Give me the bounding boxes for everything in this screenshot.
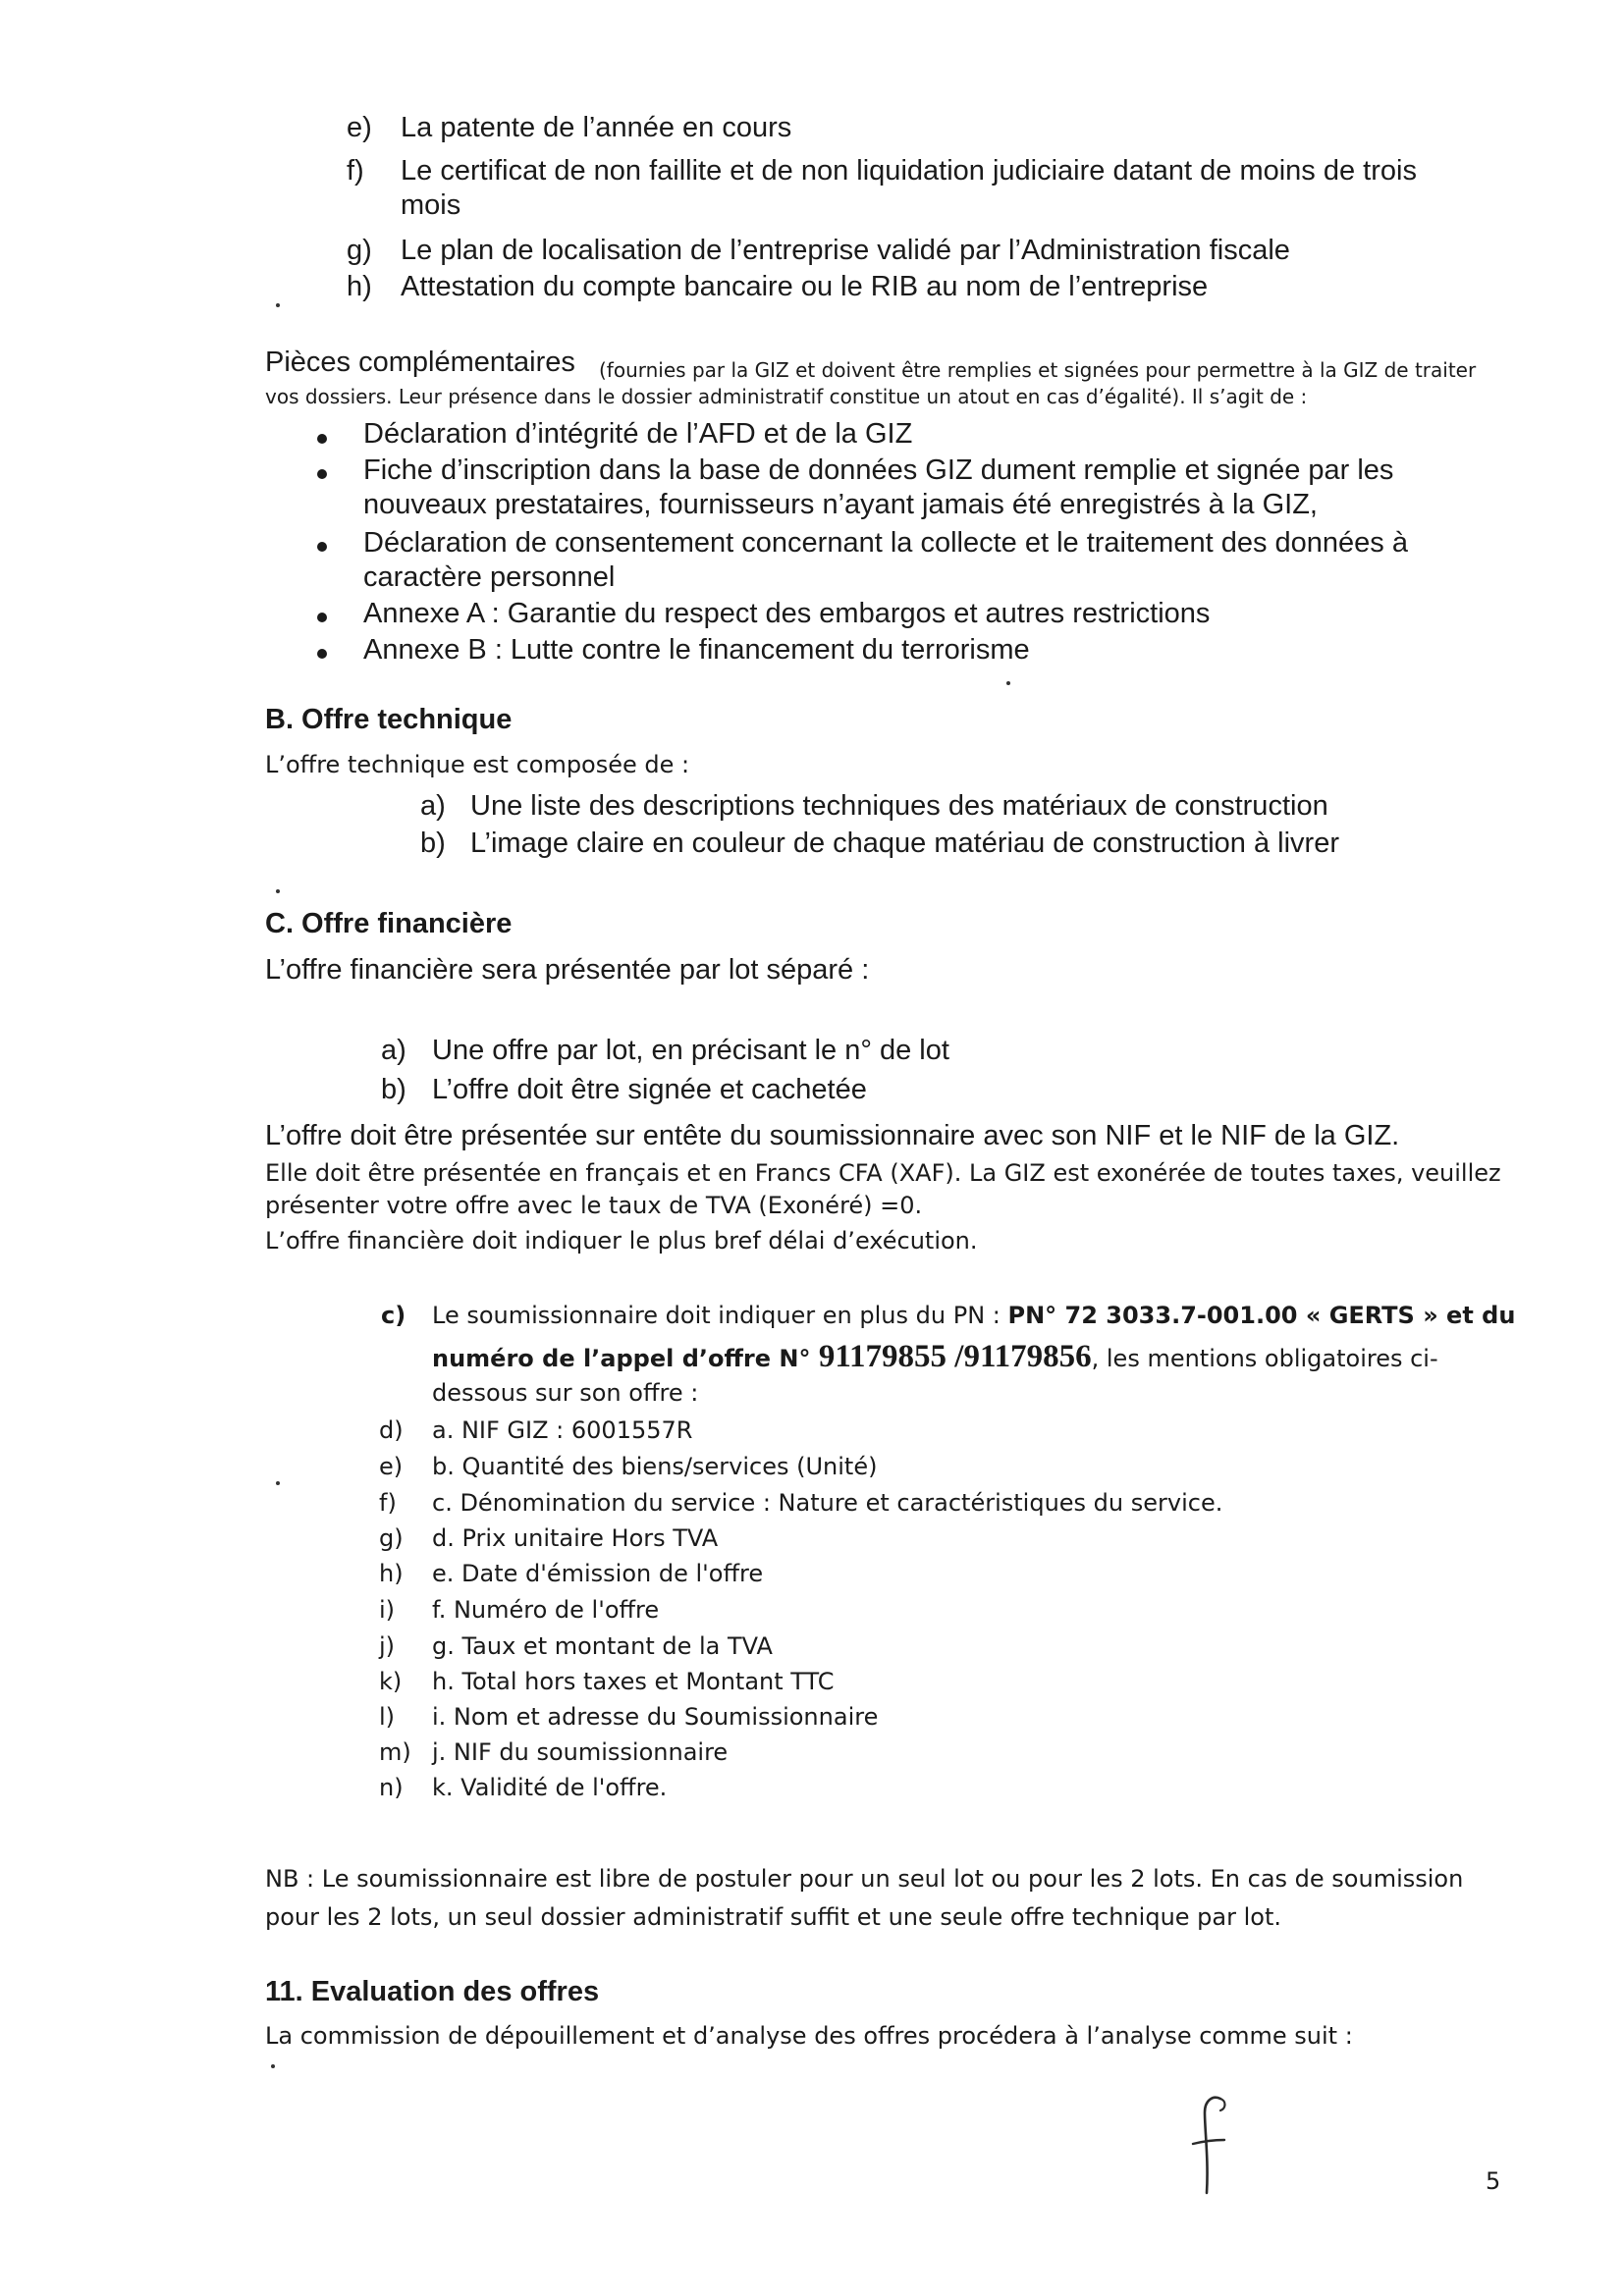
complementary-note: vos dossiers. Leur présence dans le dossier administratif constitue un atout en cas d’égalité). Il s’agit de : bbox=[265, 385, 1308, 408]
list-item: Annexe A : Garantie du respect des embargos et autres restrictions bbox=[363, 598, 1211, 629]
mandatory-mentions-intro: dessous sur son offre : bbox=[432, 1379, 699, 1407]
list-marker: a) bbox=[420, 790, 446, 822]
section-intro: La commission de dépouillement et d’analyse des offres procédera à l’analyse comme suit : bbox=[265, 2022, 1353, 2050]
list-marker: m) bbox=[379, 1738, 411, 1766]
nb-note: NB : Le soumissionnaire est libre de postuler pour un seul lot ou pour les 2 lots. En cas de soumission bbox=[265, 1865, 1464, 1893]
mandatory-mentions-intro: Le soumissionnaire doit indiquer en plus du PN : PN° 72 3033.7-001.00 « GERTS » et du bbox=[432, 1302, 1516, 1329]
list-item-continuation: mois bbox=[401, 189, 461, 221]
list-marker: c) bbox=[381, 1302, 406, 1329]
scan-speck bbox=[1006, 681, 1010, 685]
list-item: a. NIF GIZ : 6001557R bbox=[432, 1416, 693, 1444]
list-item: Attestation du compte bancaire ou le RIB au nom de l’entreprise bbox=[401, 271, 1209, 302]
list-item: h. Total hors taxes et Montant TTC bbox=[432, 1668, 835, 1695]
list-item: i. Nom et adresse du Soumissionnaire bbox=[432, 1703, 879, 1731]
bullet-icon bbox=[317, 649, 327, 659]
list-marker: n) bbox=[379, 1774, 404, 1801]
list-item: d. Prix unitaire Hors TVA bbox=[432, 1524, 719, 1552]
initials-icon bbox=[1183, 2091, 1242, 2199]
complementary-title: Pièces complémentaires bbox=[265, 347, 575, 378]
list-marker: f) bbox=[347, 155, 364, 187]
scan-speck bbox=[276, 303, 280, 307]
list-item: Le certificat de non faillite et de non liquidation judiciaire datant de moins de trois bbox=[401, 155, 1417, 187]
list-marker: e) bbox=[379, 1453, 404, 1480]
list-item: j. NIF du soumissionnaire bbox=[432, 1738, 729, 1766]
list-marker: l) bbox=[379, 1703, 396, 1731]
list-item-continuation: caractère personnel bbox=[363, 561, 616, 593]
list-item: Annexe B : Lutte contre le financement du terrorisme bbox=[363, 634, 1030, 666]
list-marker: f) bbox=[379, 1489, 397, 1517]
list-marker: j) bbox=[379, 1632, 396, 1660]
list-marker: b) bbox=[381, 1074, 406, 1105]
list-marker: a) bbox=[381, 1035, 406, 1066]
list-item: Une liste des descriptions techniques des matériaux de construction bbox=[470, 790, 1328, 822]
scan-speck bbox=[276, 1481, 280, 1485]
list-item: Déclaration d’intégrité de l’AFD et de la GIZ bbox=[363, 418, 913, 450]
nb-note: pour les 2 lots, un seul dossier administratif suffit et une seule offre technique par lot. bbox=[265, 1903, 1282, 1931]
list-item-continuation: nouveaux prestataires, fournisseurs n’ayant jamais été enregistrés à la GIZ, bbox=[363, 489, 1318, 520]
list-marker: g) bbox=[347, 235, 372, 266]
bullet-icon bbox=[317, 434, 327, 444]
list-item: L’offre doit être signée et cachetée bbox=[432, 1074, 867, 1105]
complementary-note: (fournies par la GIZ et doivent être remplies et signées pour permettre à la GIZ de traiter bbox=[599, 358, 1477, 382]
bullet-icon bbox=[317, 613, 327, 622]
mandatory-mentions-intro: numéro de l’appel d’offre N° 91179855 /91179856, les mentions obligatoires ci- bbox=[432, 1339, 1438, 1374]
list-item: Fiche d’inscription dans la base de données GIZ dument remplie et signée par les bbox=[363, 454, 1394, 486]
section-intro: L’offre financière sera présentée par lot séparé : bbox=[265, 954, 870, 986]
list-marker: h) bbox=[347, 271, 372, 302]
bullet-icon bbox=[317, 469, 327, 479]
section-heading: C. Offre financière bbox=[265, 908, 513, 939]
list-marker: g) bbox=[379, 1524, 404, 1552]
list-marker: k) bbox=[379, 1668, 403, 1695]
handwritten-initials bbox=[1183, 2091, 1242, 2199]
scan-speck bbox=[271, 2064, 275, 2068]
tender-number: 91179855 /91179856 bbox=[818, 1339, 1092, 1374]
list-marker: b) bbox=[420, 828, 446, 859]
page-number: 5 bbox=[1486, 2167, 1501, 2195]
section-heading: 11. Evaluation des offres bbox=[265, 1976, 600, 2007]
section-heading: B. Offre technique bbox=[265, 704, 513, 735]
list-item: k. Validité de l'offre. bbox=[432, 1774, 668, 1801]
list-marker: h) bbox=[379, 1560, 404, 1587]
list-item: g. Taux et montant de la TVA bbox=[432, 1632, 773, 1660]
list-item: Le plan de localisation de l’entreprise validé par l’Administration fiscale bbox=[401, 235, 1290, 266]
bullet-icon bbox=[317, 542, 327, 552]
paragraph: L’offre doit être présentée sur entête du soumissionnaire avec son NIF et le NIF de la GIZ. bbox=[265, 1120, 1400, 1151]
list-item: L’image claire en couleur de chaque matériau de construction à livrer bbox=[470, 828, 1339, 859]
list-item: b. Quantité des biens/services (Unité) bbox=[432, 1453, 878, 1480]
list-item: e. Date d'émission de l'offre bbox=[432, 1560, 764, 1587]
list-item: c. Dénomination du service : Nature et caractéristiques du service. bbox=[432, 1489, 1223, 1517]
list-item: La patente de l’année en cours bbox=[401, 112, 792, 143]
paragraph: L’offre financière doit indiquer le plus bref délai d’exécution. bbox=[265, 1227, 978, 1255]
section-intro: L’offre technique est composée de : bbox=[265, 751, 690, 778]
list-marker: d) bbox=[379, 1416, 404, 1444]
list-item: Déclaration de consentement concernant la collecte et le traitement des données à bbox=[363, 527, 1408, 559]
paragraph: Elle doit être présentée en français et en Francs CFA (XAF). La GIZ est exonérée de toutes taxes, veuillez bbox=[265, 1159, 1501, 1187]
paragraph: présenter votre offre avec le taux de TVA (Exonéré) =0. bbox=[265, 1192, 923, 1219]
list-marker: i) bbox=[379, 1596, 396, 1624]
scan-speck bbox=[276, 889, 280, 893]
list-marker: e) bbox=[347, 112, 372, 143]
list-item: Une offre par lot, en précisant le n° de lot bbox=[432, 1035, 949, 1066]
list-item: f. Numéro de l'offre bbox=[432, 1596, 660, 1624]
